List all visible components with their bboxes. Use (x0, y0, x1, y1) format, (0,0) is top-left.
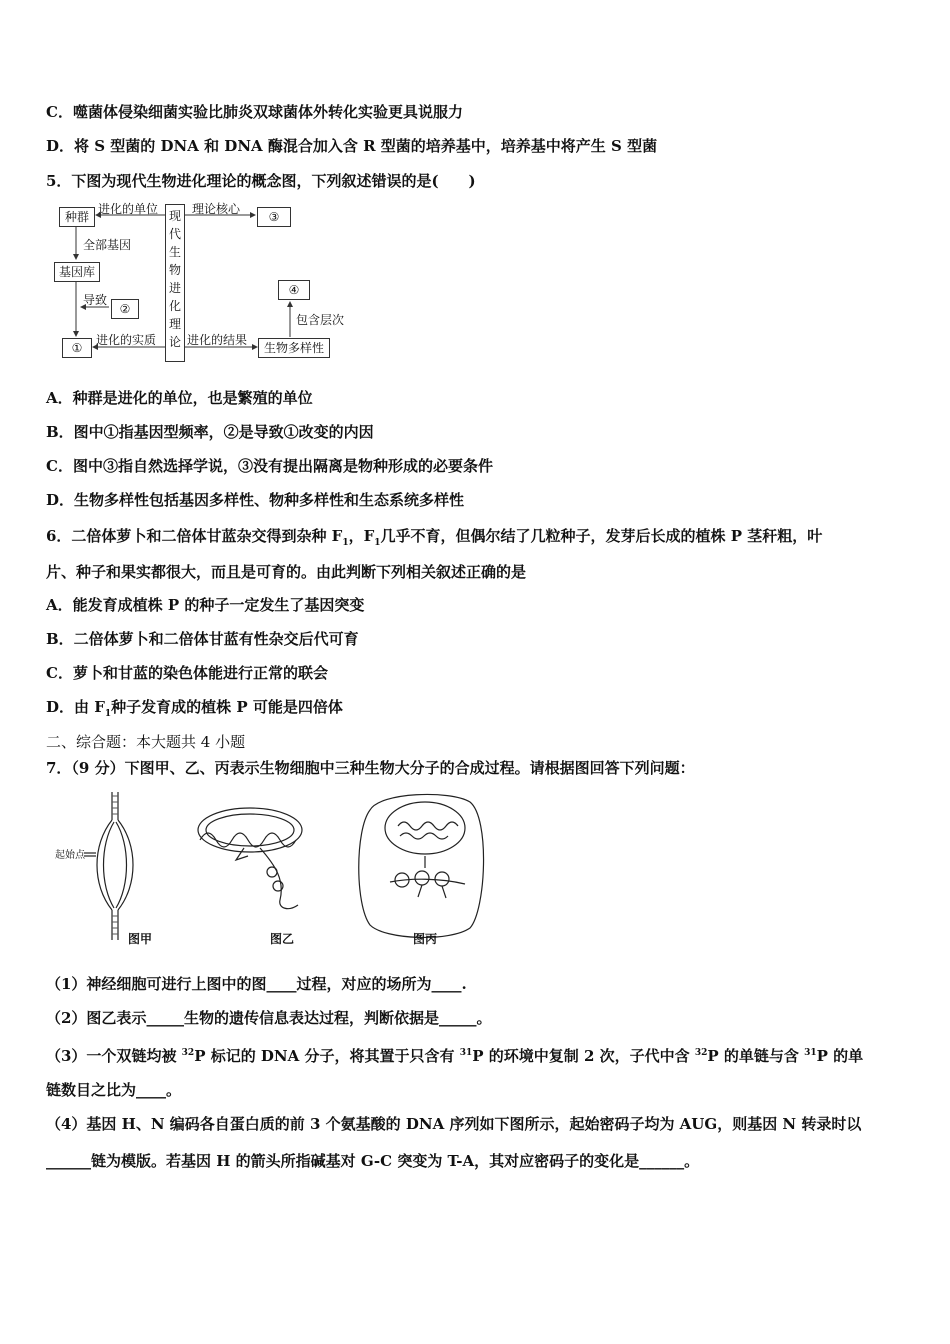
q6-option-c: C．萝卜和甘蓝的染色体能进行正常的联会 (46, 664, 328, 682)
label-unit: 进化的单位 (98, 202, 159, 216)
label-essence: 进化的实质 (96, 333, 157, 347)
node-1: ① (62, 338, 92, 358)
node-gene-pool: 基因库 (54, 262, 100, 282)
q7-part1: （1）神经细胞可进行上图中的图____过程，对应的场所为____. (46, 975, 467, 993)
q7-part3-line2: 链数目之比为____。 (46, 1081, 182, 1099)
center-char: 理 (168, 317, 181, 331)
node-population: 种群 (59, 207, 95, 227)
q7-part4-line2: ______链为模版。若基因 H 的箭头所指碱基对 G-C 突变为 T-A，其对应密码子的变化是______。 (46, 1152, 700, 1170)
section-heading: 二、综合题：本大题共 4 小题 (46, 733, 246, 751)
q5-option-d: D．生物多样性包括基因多样性、物种多样性和生态系统多样性 (46, 491, 465, 509)
label-result: 进化的结果 (187, 333, 248, 347)
q7-figures (50, 790, 500, 950)
label-level: 包含层次 (296, 313, 345, 327)
center-char: 物 (168, 263, 181, 277)
q6-stem-part: 几乎不育，但偶尔结了几粒种子，发芽后长成的植株 P 茎秆粗，叶 (380, 527, 823, 545)
q7-part3-text: P 的单 (816, 1047, 864, 1065)
caption-fig-a: 图甲 (128, 932, 153, 946)
node-2: ② (111, 299, 139, 319)
q6-stem-part: 6．二倍体萝卜和二倍体甘蓝杂交得到杂种 F (46, 527, 343, 545)
q7-part3-text: （3）一个双链均被 (46, 1047, 182, 1065)
caption-fig-b: 图乙 (270, 932, 295, 946)
q7-stem: 7．（9 分）下图甲、乙、丙表示生物细胞中三种生物大分子的合成过程。请根据图回答下列问题： (46, 759, 695, 777)
label-all-genes: 全部基因 (83, 238, 132, 252)
q5-option-a: A．种群是进化的单位，也是繁殖的单位 (46, 389, 313, 407)
node-4: ④ (278, 280, 310, 300)
q6-stem-line1 (46, 526, 822, 553)
q7-part4-line1: （4）基因 H、N 编码各自蛋白质的前 3 个氨基酸的 DNA 序列如下图所示，起始密码子均为 AUG，则基因 N 转录时以 (46, 1115, 862, 1133)
subscript: 1 (104, 709, 112, 719)
center-char: 化 (168, 299, 181, 313)
q5-stem: 5．下图为现代生物进化理论的概念图，下列叙述错误的是( ) (46, 172, 476, 190)
center-char: 进 (168, 281, 181, 295)
center-char: 现 (168, 209, 181, 223)
q6-option-d-part: 种子发育成的植株 P 可能是四倍体 (111, 698, 343, 716)
node-modern-theory (165, 204, 185, 362)
fig-origin-label: 起始点 (55, 850, 85, 861)
q5-option-b: B．图中①指基因型频率，②是导致①改变的内因 (46, 423, 374, 441)
node-biodiversity: 生物多样性 (258, 338, 330, 358)
q7-part3-text: P 的环境中复制 2 次，子代中含 (472, 1047, 695, 1065)
q4-option-c: C．噬菌体侵染细菌实验比肺炎双球菌体外转化实验更具说服力 (46, 103, 463, 121)
q6-stem-line2: 片、种子和果实都很大，而且是可育的。由此判断下列相关叙述正确的是 (46, 563, 527, 581)
q6-option-a: A．能发育成植株 P 的种子一定发生了基因突变 (46, 596, 365, 614)
q7-part3-text: P 的单链与含 (707, 1047, 805, 1065)
q7-part2: （2）图乙表示_____生物的遗传信息表达过程，判断依据是_____。 (46, 1009, 492, 1027)
node-3: ③ (257, 207, 291, 227)
caption-fig-c: 图丙 (413, 932, 438, 946)
q6-stem-part: ，F (348, 527, 375, 545)
superscript: 31 (459, 1048, 473, 1058)
superscript: 32 (694, 1048, 708, 1058)
superscript: 32 (181, 1048, 195, 1058)
evolution-concept-diagram (50, 198, 370, 368)
label-cause: 导致 (83, 293, 108, 307)
superscript: 31 (804, 1048, 817, 1058)
q4-option-d: D．将 S 型菌的 DNA 和 DNA 酶混合加入含 R 型菌的培养基中，培养基中将产生 S 型菌 (46, 137, 658, 155)
subscript: 1 (342, 538, 349, 548)
q7-part3-text: P 标记的 DNA 分子，将其置于只含有 (194, 1047, 460, 1065)
q7-part3-line1 (46, 1043, 863, 1066)
subscript: 1 (374, 538, 381, 548)
q5-option-c: C．图中③指自然选择学说，③没有提出隔离是物种形成的必要条件 (46, 457, 493, 475)
center-char: 生 (168, 245, 181, 259)
q6-option-d-part: D．由 F (46, 698, 105, 716)
q6-option-b: B．二倍体萝卜和二倍体甘蓝有性杂交后代可育 (46, 630, 359, 648)
q6-option-d (46, 697, 343, 724)
center-char: 代 (168, 227, 181, 241)
label-core: 理论核心 (192, 202, 241, 216)
q7-figure-drawings (50, 790, 500, 950)
center-char: 论 (168, 335, 181, 349)
